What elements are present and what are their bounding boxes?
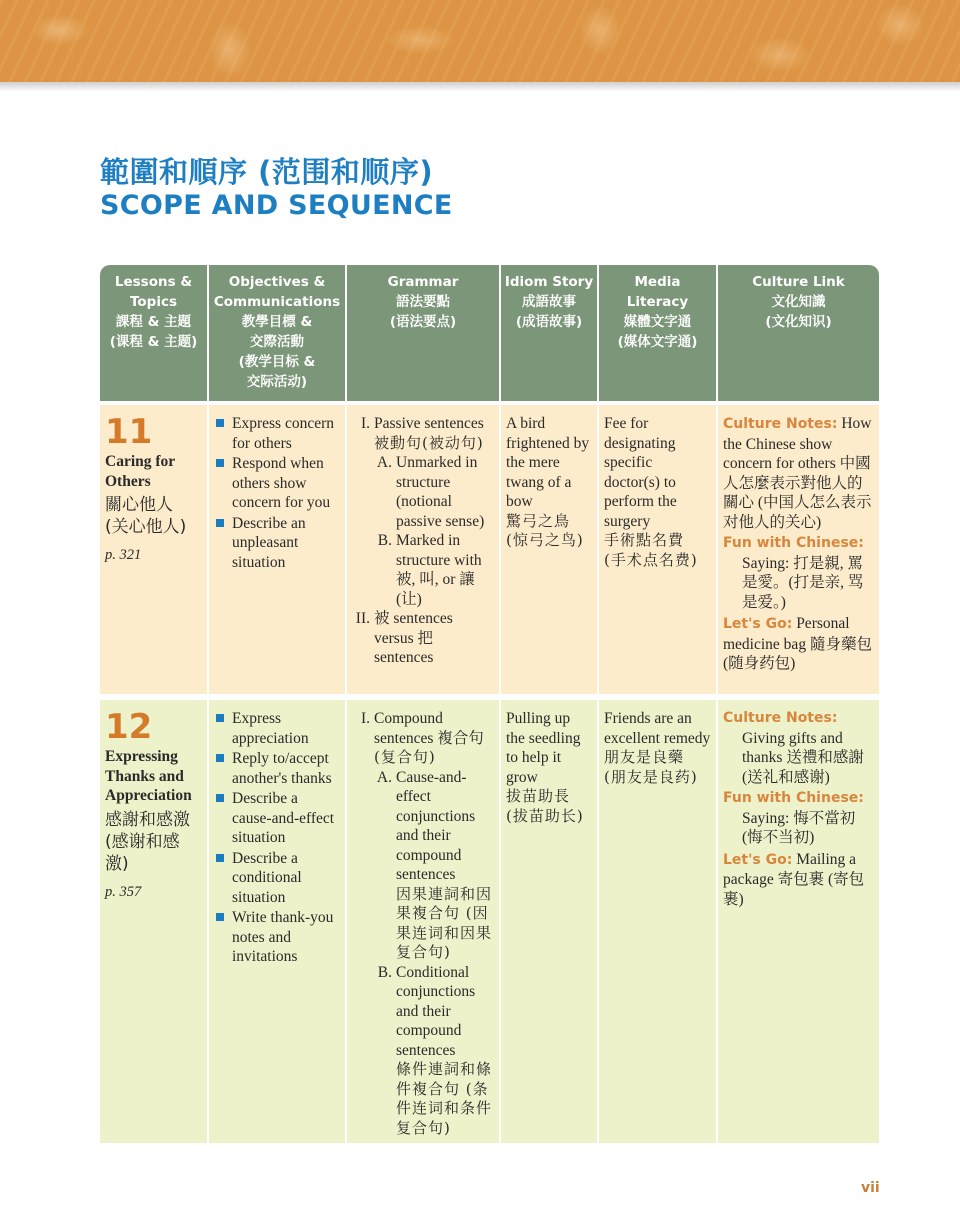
grammar-text: Passive sentences	[374, 415, 484, 432]
objective-item	[214, 849, 340, 908]
square-bullet-icon	[216, 794, 224, 802]
header-text: (文化知识)	[765, 314, 832, 330]
idiom-cell	[501, 700, 599, 1143]
grammar-sub-text: Unmarked in structure (notional passive sense)	[396, 454, 485, 530]
header-text: Objectives &	[228, 274, 326, 290]
square-bullet-icon	[216, 519, 224, 527]
header-idiom-story	[501, 265, 599, 401]
grammar-numeral: I.	[360, 415, 370, 432]
objective-text: Describe an unpleasant situation	[232, 514, 306, 571]
media-cell	[599, 405, 718, 694]
culture-label: Culture Notes:	[723, 710, 838, 726]
scope-sequence-table	[100, 265, 879, 1143]
grammar-sub-text: Cause-and-effect conjunctions and their compound sentences	[396, 768, 476, 883]
grammar-text-chinese: 被動句(被动句)	[374, 433, 484, 452]
culture-label: Fun with Chinese:	[723, 535, 864, 551]
fun-with-chinese	[723, 789, 874, 848]
lesson-number: 11	[105, 412, 153, 452]
header-text: (语法要点)	[389, 314, 457, 330]
page-title-chinese: 範圍和順序 (范围和顺序)	[100, 155, 434, 189]
header-text: 文化知識	[771, 294, 826, 310]
header-text: Communications	[213, 294, 341, 310]
grammar-sub-letter: B.	[377, 532, 392, 549]
grammar-sub-text: Conditional conjunctions and their compound sentences	[396, 963, 476, 1059]
idiom-text: Pulling up the seedling to help it grow	[506, 710, 581, 786]
media-text: Fee for designating specific doctor(s) to perform the surgery	[604, 415, 677, 530]
objective-item	[214, 454, 340, 513]
media-text-chinese: 朋友是良藥 (朋友是良药)	[604, 748, 698, 786]
grammar-subitem	[374, 453, 494, 531]
grammar-sub-text: Marked in structure with 被, 叫, or 讓(让)	[396, 532, 482, 608]
header-text: 課程 & 主題	[115, 314, 192, 330]
header-text: Idiom Story	[504, 274, 594, 290]
idiom-text: A bird frightened by the mere twang of a bow	[506, 415, 590, 510]
grammar-sub-letter: A.	[376, 768, 392, 786]
lesson-title-chinese: 關心他人 (关心他人)	[105, 495, 187, 537]
header-text: Literacy	[626, 294, 689, 310]
grammar-numeral: II.	[355, 610, 370, 627]
lesson-title-english: Expressing Thanks and Appreciation	[105, 748, 192, 804]
grammar-subitem	[374, 963, 494, 1139]
objective-text: Respond when others show concern for you	[232, 455, 331, 511]
objectives-cell	[209, 700, 347, 1143]
media-text-chinese: 手術點名費 (手术点名费)	[604, 531, 698, 569]
lets-go	[723, 850, 874, 910]
lesson-cell	[100, 700, 209, 1143]
grammar-text: Compound sentences 複合句	[374, 710, 484, 747]
objective-text: Describe a cause-and-effect situation	[232, 790, 335, 846]
idiom-text-chinese: 驚弓之鳥 (惊弓之鸟)	[506, 511, 584, 549]
header-text: Culture Link	[752, 274, 845, 290]
objectives-list	[214, 414, 340, 572]
culture-label: Let's Go:	[723, 616, 793, 632]
header-objectives	[209, 265, 347, 401]
header-media-literacy	[599, 265, 718, 401]
lesson-cell	[100, 405, 209, 694]
culture-cell	[718, 700, 879, 1143]
decorative-banner	[0, 0, 960, 82]
table-header-row	[100, 265, 879, 401]
objectives-cell	[209, 405, 347, 694]
header-text: (教学目标 &	[238, 354, 316, 370]
media-cell	[599, 700, 718, 1143]
square-bullet-icon	[216, 419, 224, 427]
lesson-number: 12	[105, 707, 153, 747]
culture-text: Saying: 悔不當初 (悔不当初)	[742, 809, 856, 846]
square-bullet-icon	[216, 459, 224, 467]
square-bullet-icon	[216, 714, 224, 722]
idiom-cell	[501, 405, 599, 694]
lesson-page-ref: p. 357	[105, 883, 142, 900]
grammar-text-chinese: (复合句)	[374, 748, 436, 766]
culture-text: Personal medicine bag 隨身藥包(随身药包)	[723, 615, 872, 672]
objective-item	[214, 789, 340, 848]
culture-text: Saying: 打是親, 罵是愛。(打是亲, 骂是爱。)	[742, 554, 864, 611]
culture-notes	[723, 709, 874, 787]
grammar-cell	[347, 700, 501, 1143]
square-bullet-icon	[216, 854, 224, 862]
page-title-english: SCOPE AND SEQUENCE	[100, 190, 453, 221]
objective-text: Reply to/accept another's thanks	[232, 750, 332, 787]
banner-shadow	[0, 82, 960, 92]
objective-text: Express appreciation	[232, 710, 309, 747]
header-text: (课程 & 主题)	[109, 334, 198, 350]
grammar-sub-letter: B.	[377, 963, 392, 981]
square-bullet-icon	[216, 913, 224, 921]
lesson-title-english: Caring for Others	[105, 453, 175, 490]
objective-item	[214, 414, 340, 453]
header-culture-link	[718, 265, 879, 401]
grammar-item	[352, 609, 494, 668]
fun-with-chinese	[723, 534, 874, 612]
header-text: Media	[634, 274, 681, 290]
square-bullet-icon	[216, 754, 224, 762]
grammar-subitem	[374, 768, 494, 963]
grammar-sub-text-chinese: 因果連詞和因果複合句 (因果连词和因果复合句)	[396, 884, 493, 961]
objective-item	[214, 908, 340, 967]
header-text: 教學目標 &	[241, 314, 313, 330]
table-row-lesson-12	[100, 700, 879, 1143]
header-text: 交际活动)	[246, 374, 308, 390]
header-text: 語法要點	[396, 294, 450, 310]
idiom-text-chinese: 拔苗助長 (拔苗助长)	[506, 787, 584, 825]
grammar-sub-text-chinese: 條件連詞和條件複合句 (条件连词和条件复合句)	[396, 1060, 493, 1137]
grammar-item	[352, 414, 494, 609]
objective-item	[214, 514, 340, 573]
culture-label: Culture Notes:	[723, 416, 838, 432]
lets-go	[723, 614, 874, 674]
culture-text: Giving gifts and thanks 送禮和感謝(送礼和感谢)	[742, 729, 864, 786]
culture-label: Fun with Chinese:	[723, 790, 864, 806]
header-text: Lessons &	[114, 274, 193, 290]
objectives-list	[214, 709, 340, 967]
objective-text: Express concern for others	[232, 415, 334, 452]
grammar-item	[352, 709, 494, 1138]
table-row-lesson-11	[100, 405, 879, 694]
media-text: Friends are an excellent remedy	[604, 710, 711, 747]
page-number: vii	[861, 1180, 880, 1196]
header-text: (媒体文字通)	[617, 334, 698, 350]
header-lessons-topics	[100, 265, 209, 401]
grammar-numeral: I.	[360, 710, 370, 727]
grammar-sub-letter: A.	[376, 454, 392, 471]
lesson-title-chinese: 感謝和感激 (感谢和感激)	[105, 809, 190, 874]
objective-text: Describe a conditional situation	[232, 849, 302, 906]
header-text: (成语故事)	[515, 314, 583, 330]
culture-cell	[718, 405, 879, 694]
objective-item	[214, 709, 340, 748]
header-text: Grammar	[387, 274, 459, 290]
culture-label: Let's Go:	[723, 851, 793, 868]
grammar-text: 被 sentences versus 把 sentences	[374, 610, 453, 666]
grammar-cell	[347, 405, 501, 694]
header-text: 交際活動	[250, 334, 304, 350]
header-grammar	[347, 265, 501, 401]
objective-item	[214, 749, 340, 788]
header-text: 媒體文字通	[623, 314, 692, 330]
grammar-subitem	[374, 531, 494, 609]
culture-notes	[723, 414, 874, 532]
culture-text: Mailing a package 寄包裹 (寄包裹)	[723, 850, 865, 908]
header-text: 成語故事	[522, 294, 576, 310]
header-text: Topics	[129, 294, 178, 310]
culture-text: How the Chinese show concern for others 中國人怎麼表示對他人的關心 (中国人怎么表示对他人的关心)	[723, 415, 872, 531]
lesson-page-ref: p. 321	[105, 547, 142, 563]
objective-text: Write thank-you notes and invitations	[232, 909, 334, 965]
